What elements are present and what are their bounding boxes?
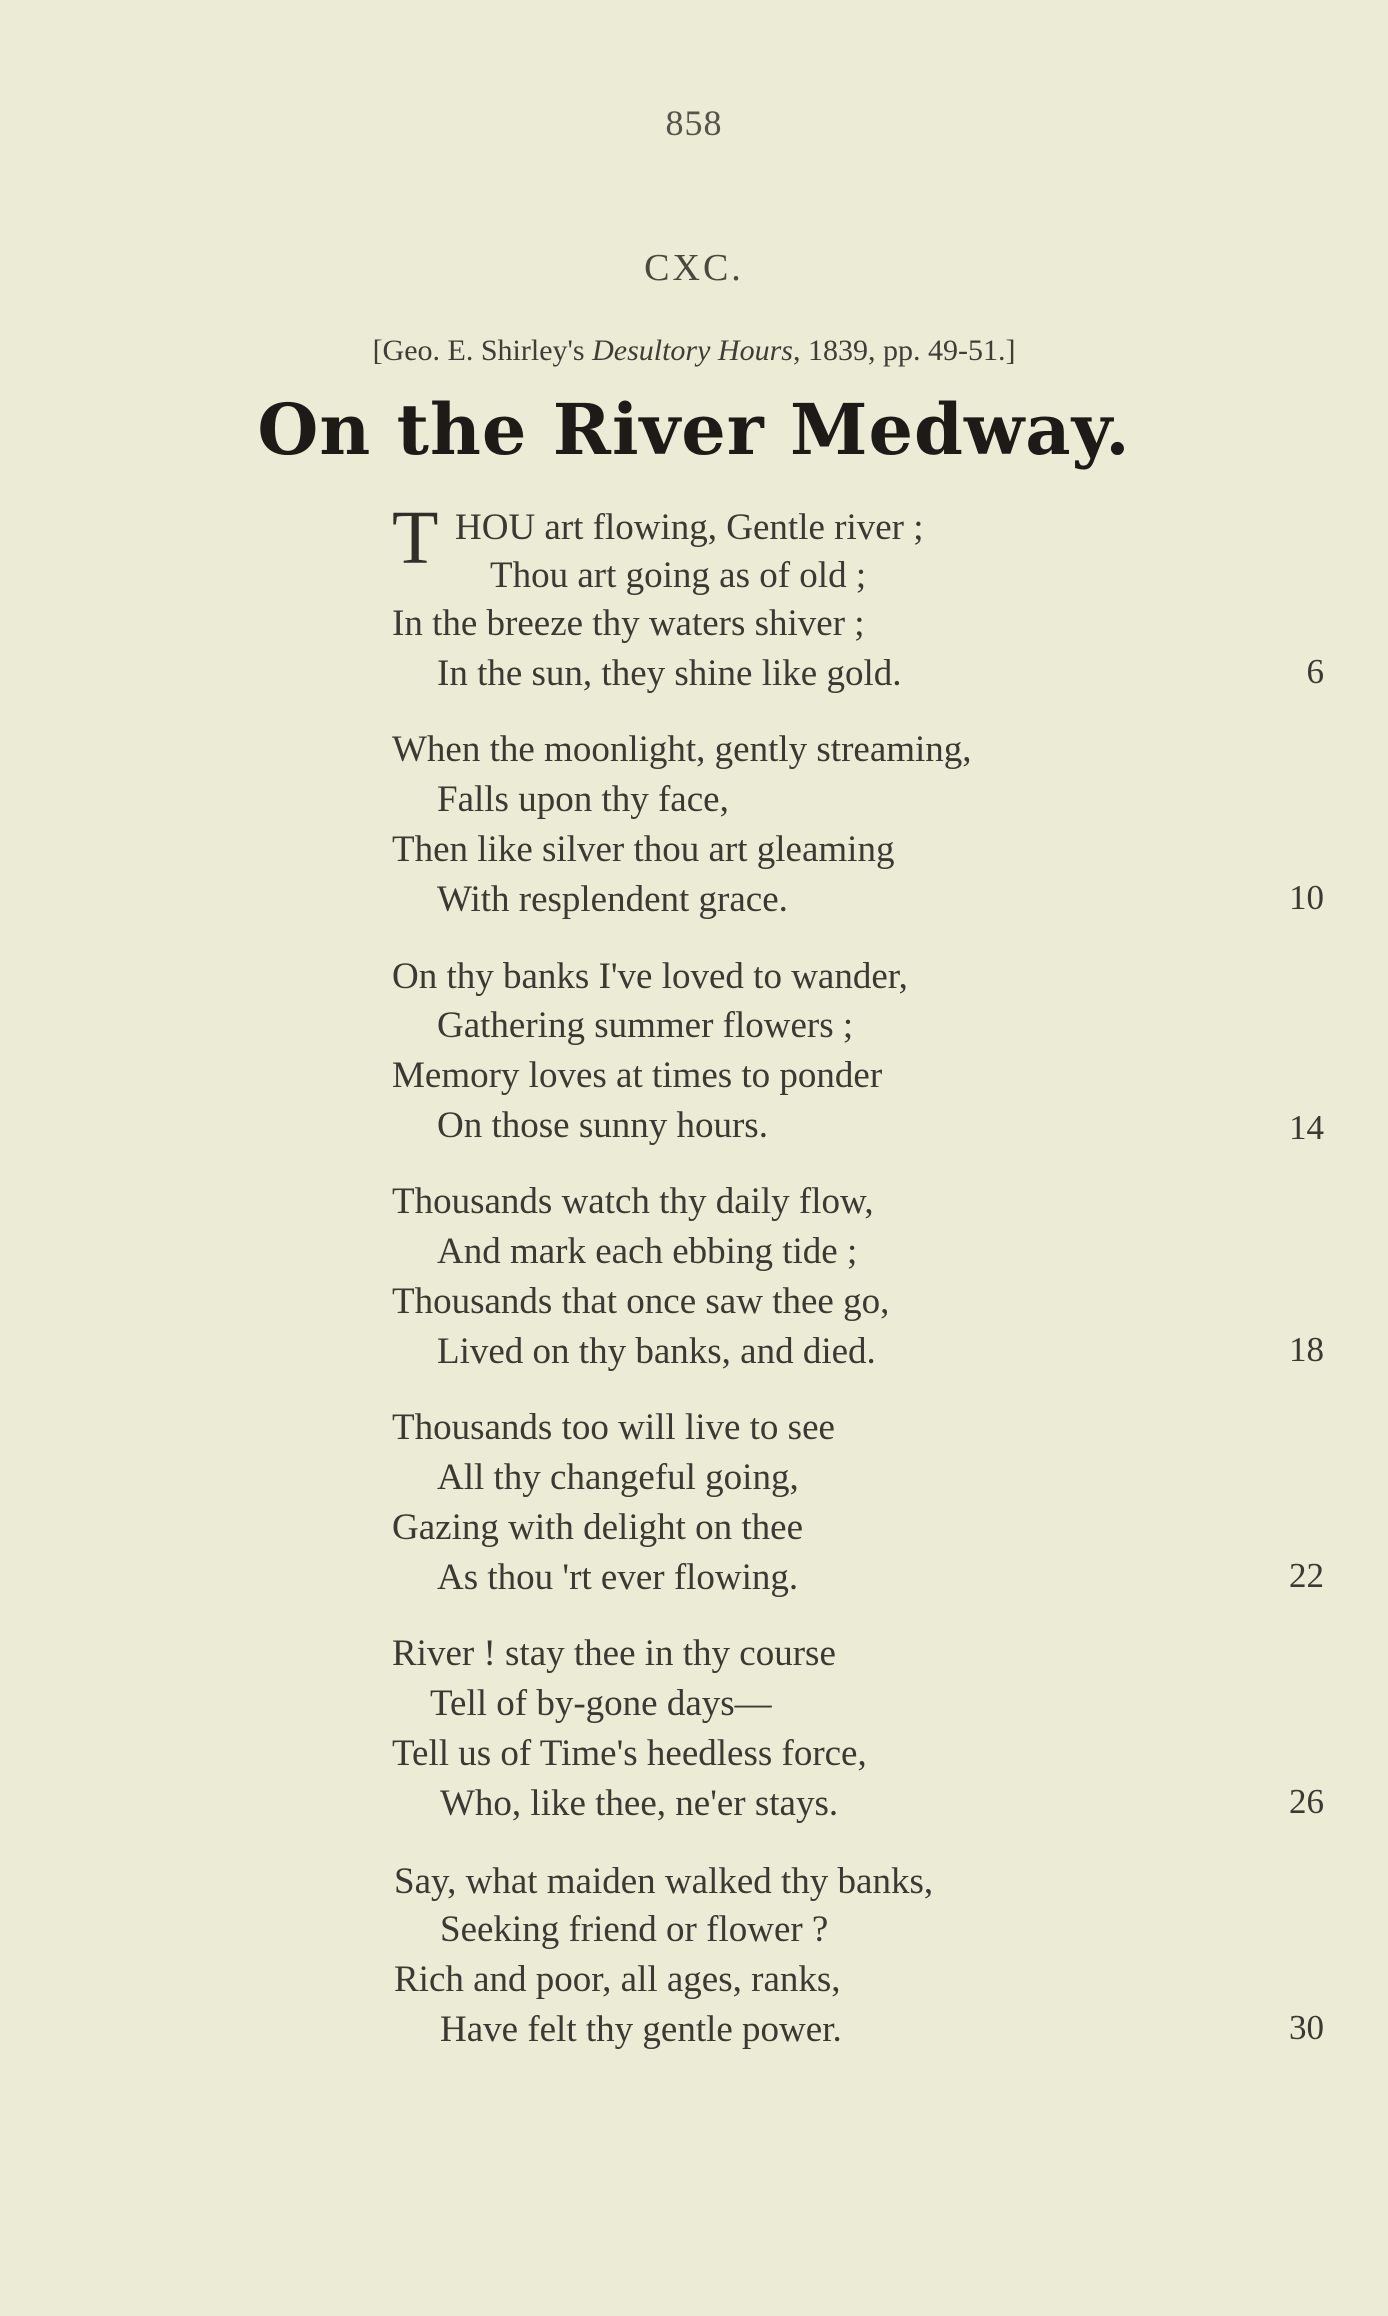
poem-line: River ! stay thee in thy course <box>392 1633 836 1674</box>
poem-line: On thy banks I've loved to wander, <box>392 956 908 997</box>
source-prefix: [Geo. E. Shirley's <box>372 334 593 367</box>
line-number: 26 <box>1289 1782 1324 1821</box>
line-number: 10 <box>1289 878 1324 917</box>
source-suffix: , 1839, pp. 49-51.] <box>792 334 1016 367</box>
poem-line: Thousands that once saw thee go, <box>392 1281 890 1322</box>
poem-line: With resplendent grace. <box>437 879 788 920</box>
section-number: CXC. <box>644 247 744 289</box>
poem-line: Then like silver thou art gleaming <box>392 829 895 870</box>
line-number: 14 <box>1289 1108 1324 1147</box>
poem-line: Say, what maiden walked thy banks, <box>394 1861 934 1902</box>
poem-line: On those sunny hours. <box>437 1105 768 1146</box>
poem-line: Thousands too will live to see <box>392 1407 835 1448</box>
line-number: 22 <box>1289 1556 1324 1595</box>
poem-line: In the sun, they shine like gold. <box>437 653 902 694</box>
poem-line: Gazing with delight on thee <box>392 1507 804 1548</box>
poem-line: Have felt thy gentle power. <box>440 2009 842 2050</box>
poem-line: Lived on thy banks, and died. <box>437 1331 876 1372</box>
drop-cap: T <box>392 496 439 580</box>
poem-line: Tell us of Time's heedless force, <box>392 1733 867 1774</box>
poem-title: On the River Medway. <box>257 388 1131 471</box>
poem-line: Tell of by-gone days— <box>430 1683 772 1724</box>
poem-line: HOU art flowing, Gentle river ; <box>455 507 924 548</box>
page-number: 858 <box>665 103 723 143</box>
poem-line: Falls upon thy face, <box>437 779 729 820</box>
poem-line: As thou 'rt ever flowing. <box>437 1557 799 1598</box>
line-number: 18 <box>1289 1330 1324 1369</box>
poem-line: When the moonlight, gently streaming, <box>392 729 972 770</box>
line-number: 6 <box>1306 652 1324 691</box>
source-book-title: Desultory Hours <box>592 334 793 367</box>
poem-line: Gathering summer flowers ; <box>437 1005 854 1046</box>
poem-line: Memory loves at times to ponder <box>392 1055 883 1096</box>
poem-line: Seeking friend or flower ? <box>440 1909 829 1950</box>
source-citation <box>0 334 1388 368</box>
poem-line: And mark each ebbing tide ; <box>437 1231 858 1272</box>
poem-line: Who, like thee, ne'er stays. <box>440 1783 839 1824</box>
poem-line: In the breeze thy waters shiver ; <box>392 603 865 644</box>
line-number: 30 <box>1289 2008 1324 2047</box>
poem-line: Thou art going as of old ; <box>490 555 867 596</box>
poem-line: Rich and poor, all ages, ranks, <box>394 1959 841 2000</box>
poem-line: All thy changeful going, <box>437 1457 799 1498</box>
poem-line: Thousands watch thy daily flow, <box>392 1181 874 1222</box>
